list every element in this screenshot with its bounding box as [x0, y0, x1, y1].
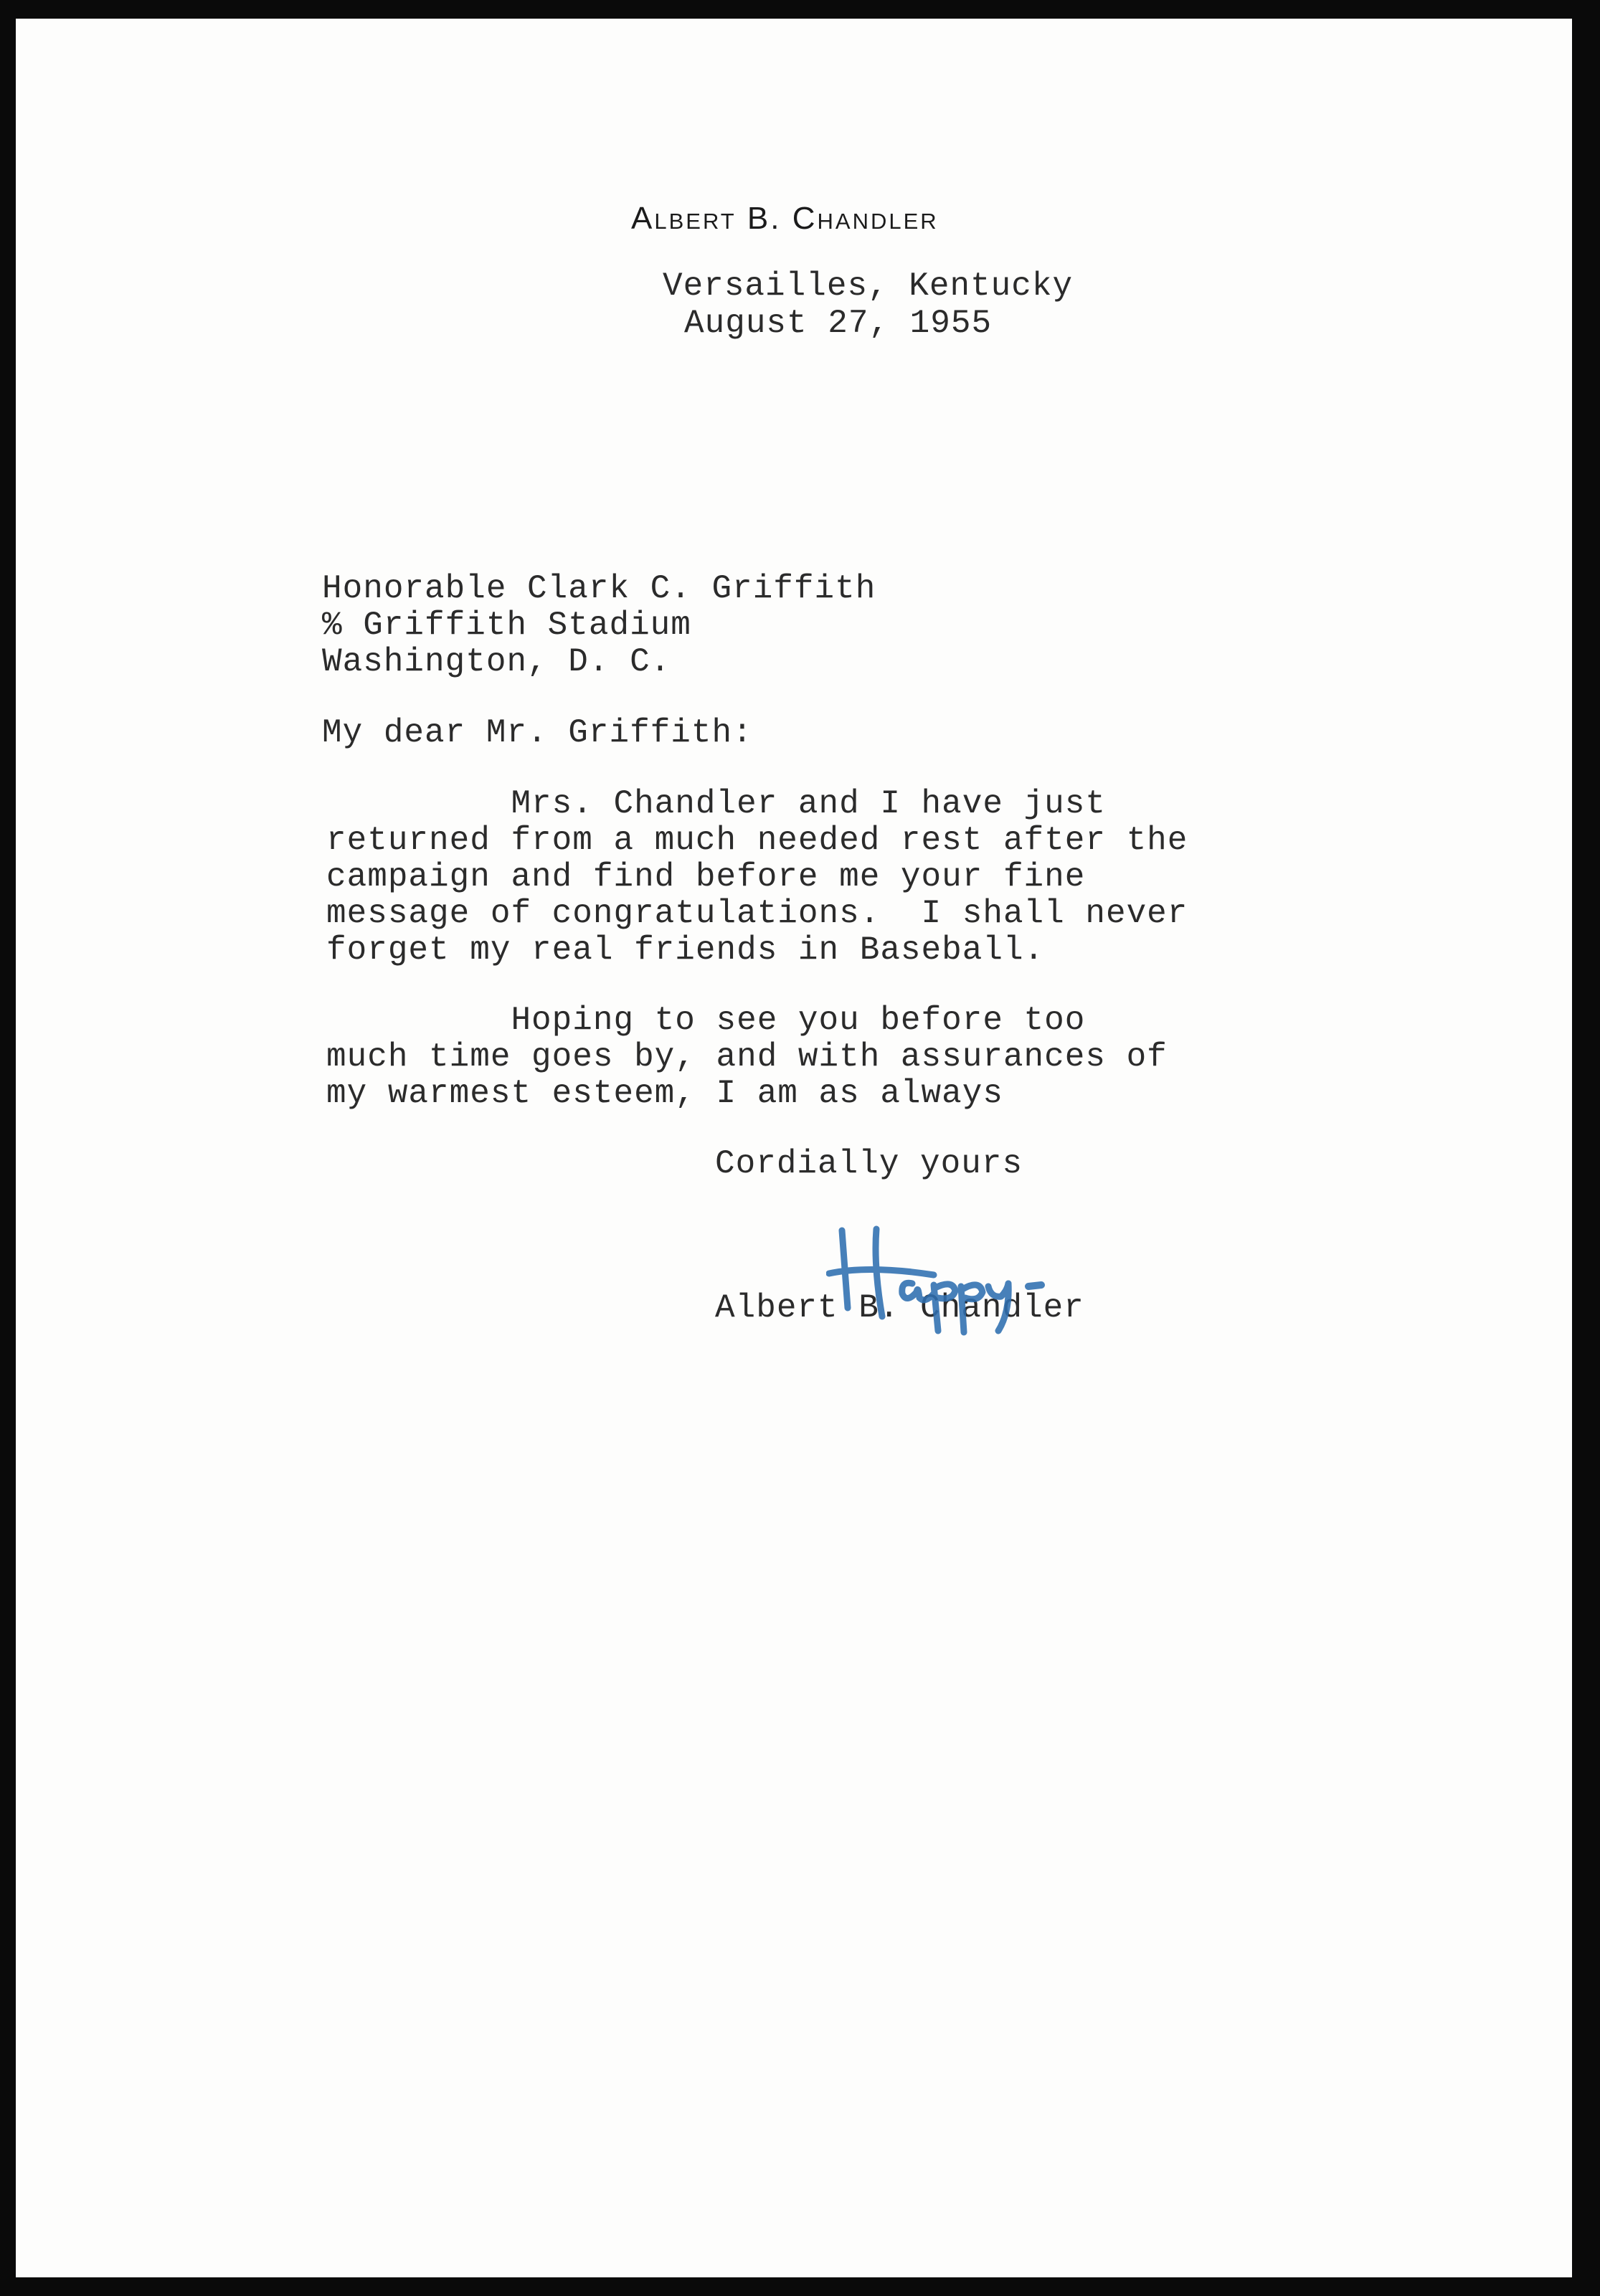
sender-place: Versailles, Kentucky [663, 267, 1074, 305]
recipient-name: Honorable Clark C. Griffith [322, 570, 876, 607]
body-line: my warmest esteem, I am as always [326, 1075, 1003, 1112]
letterhead: Albert B. Chandler [631, 201, 939, 236]
body-paragraph-2 [326, 1002, 1168, 1112]
body-line: Mrs. Chandler and I have just [326, 785, 1106, 822]
typed-name: Albert B. Chandler [715, 1289, 1084, 1327]
letter-date: August 27, 1955 [684, 305, 993, 342]
body-line: campaign and find before me your fine [326, 858, 1086, 896]
body-line: message of congratulations. I shall never [326, 895, 1188, 932]
recipient-care-of: % Griffith Stadium [322, 607, 691, 644]
recipient-city: Washington, D. C. [322, 643, 671, 680]
body-line: much time goes by, and with assurances of [326, 1038, 1168, 1076]
recipient-address [322, 571, 876, 680]
handwritten-signature [826, 1223, 1156, 1338]
salutation: My dear Mr. Griffith: [322, 714, 753, 751]
body-line: Hoping to see you before too [326, 1002, 1086, 1039]
body-paragraph-1 [326, 786, 1188, 969]
letter-sheet [16, 19, 1572, 2277]
closing: Cordially yours [715, 1145, 1023, 1182]
body-line: forget my real friends in Baseball. [326, 931, 1045, 969]
body-line: returned from a much needed rest after the [326, 822, 1188, 859]
